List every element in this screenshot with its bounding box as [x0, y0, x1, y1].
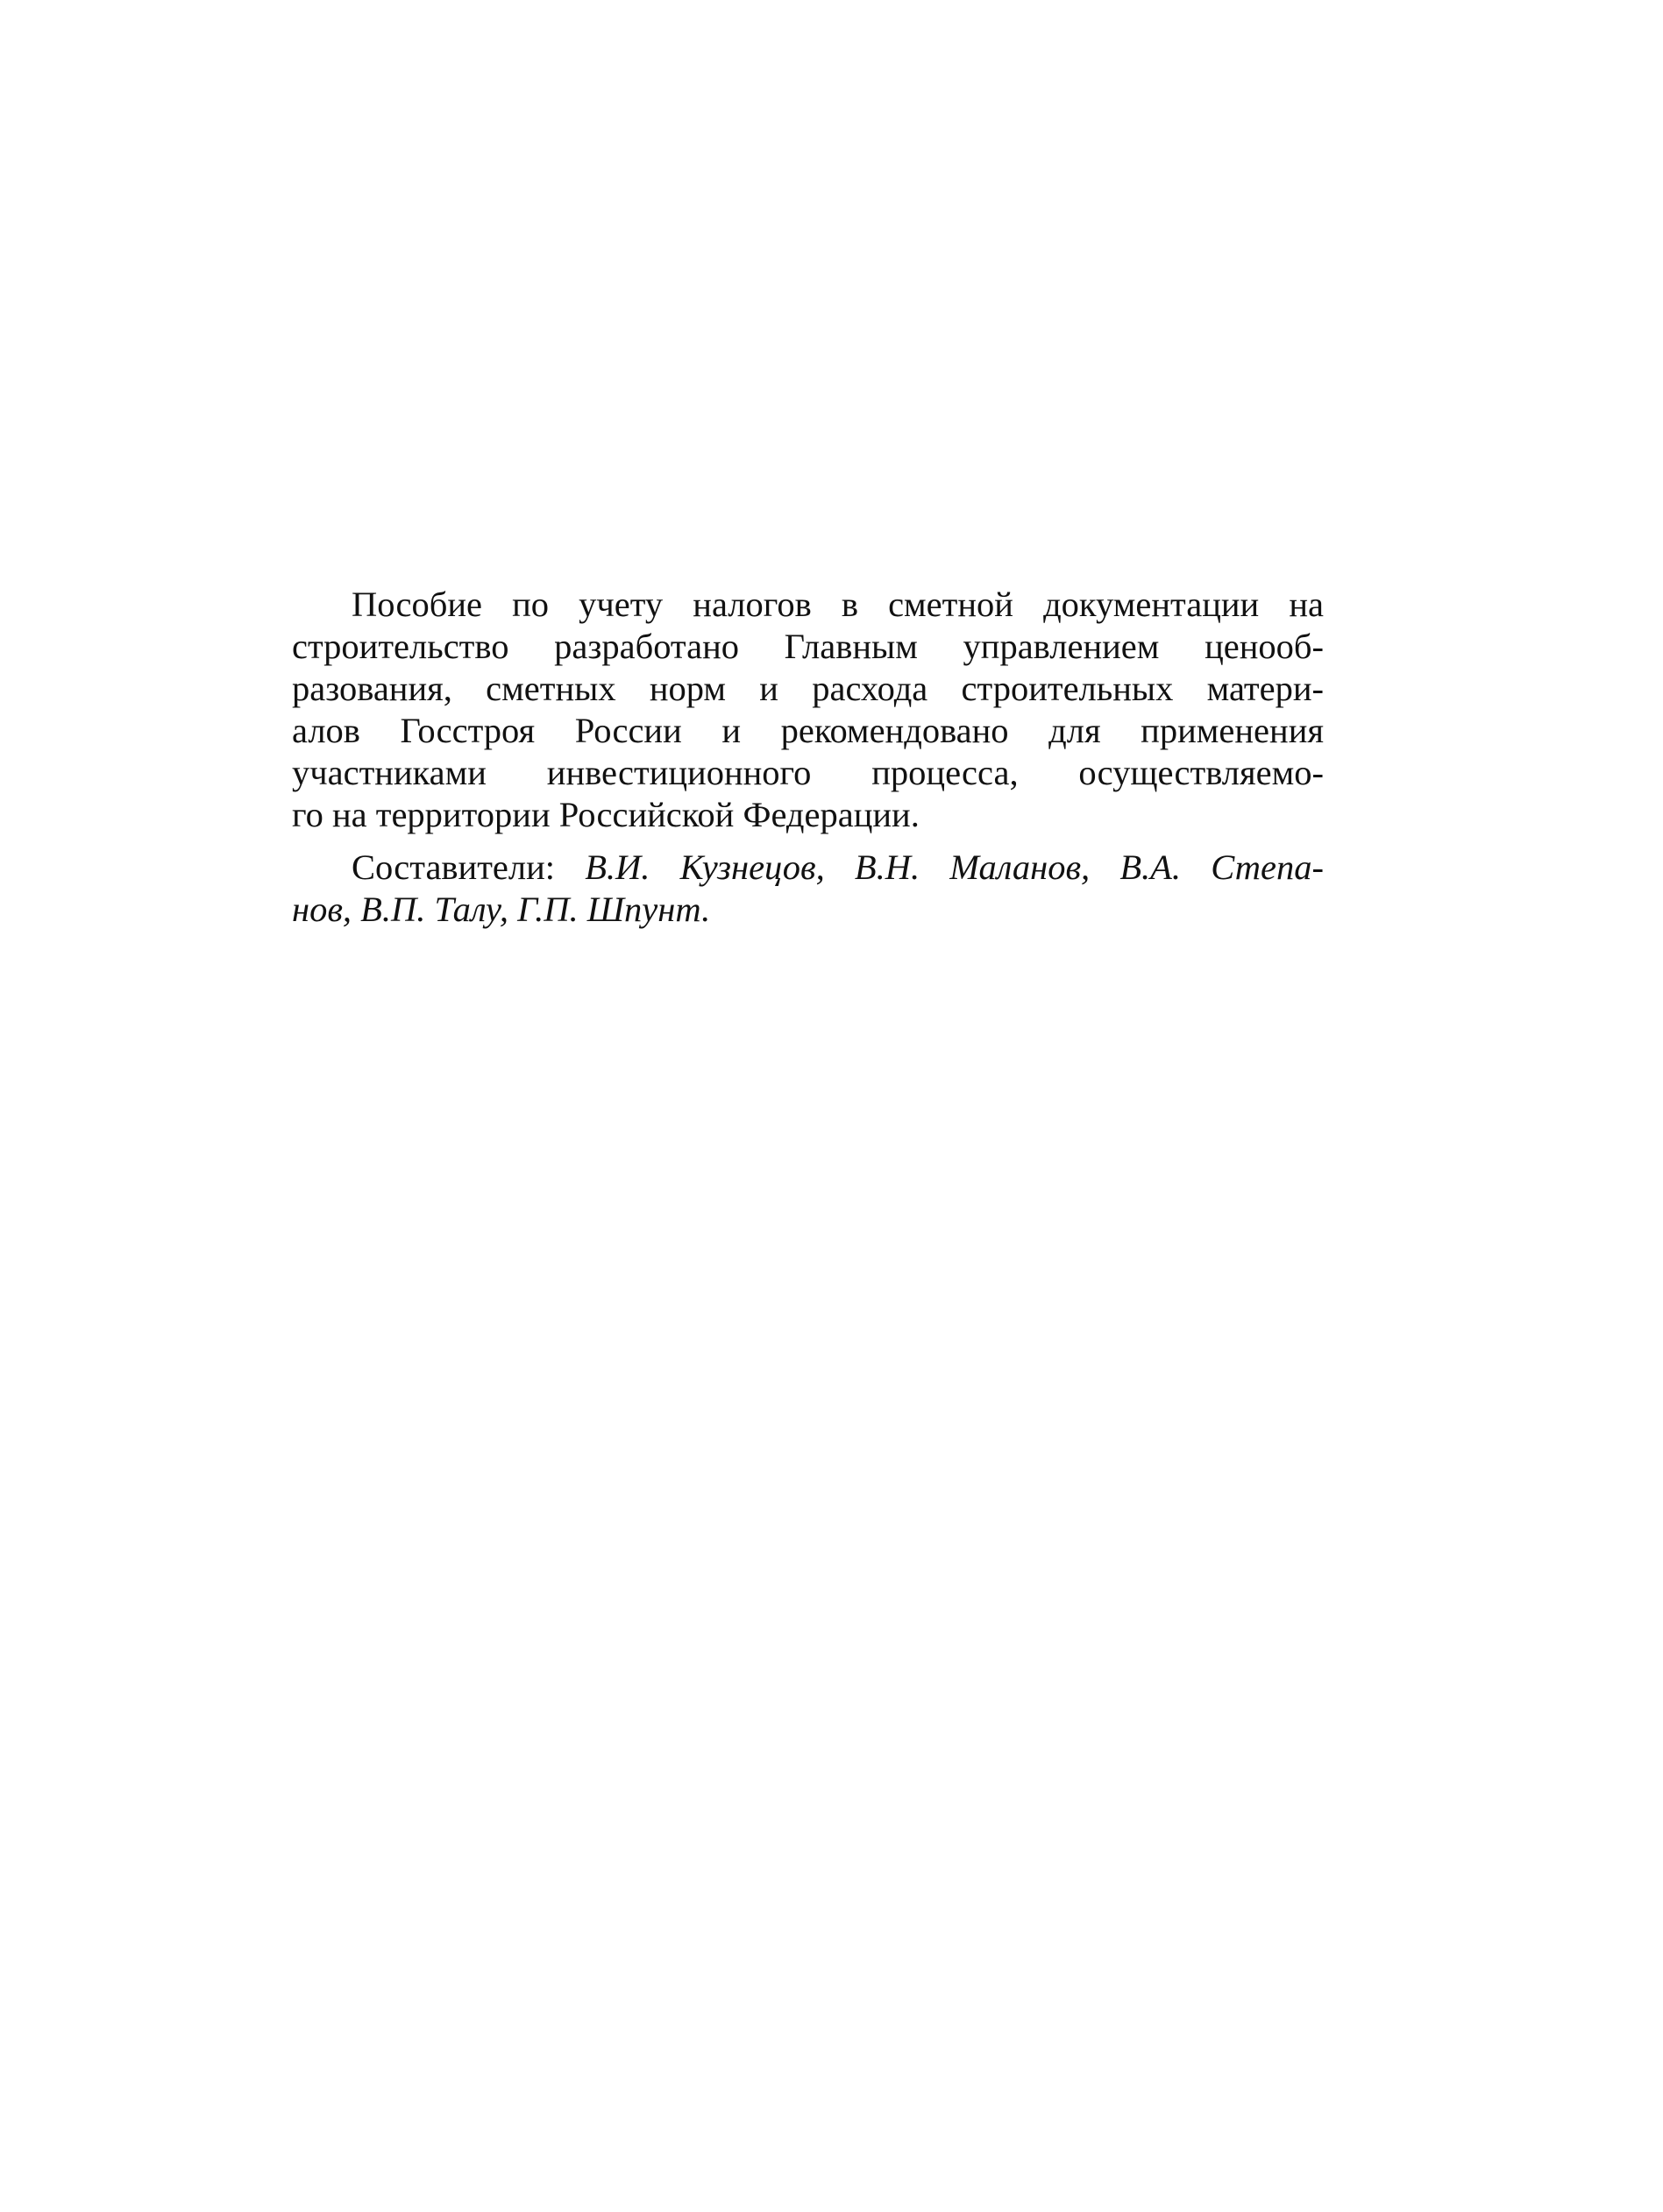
text-block: [292, 584, 1324, 931]
compilers-names: нов, В.П. Талу, Г.П. Шпунт.: [292, 890, 711, 929]
description-line: строительство разработано Главным управлением ценооб-: [292, 627, 1324, 666]
description-paragraph: [292, 584, 1324, 836]
description-line: го на территории Российской Федерации.: [292, 795, 920, 834]
compilers-line: [292, 847, 1324, 889]
compilers-names: В.И. Кузнецов, В.Н. Маланов, В.А. Степа-: [585, 847, 1324, 887]
compilers-paragraph: [292, 847, 1324, 931]
description-line: разования, сметных норм и расхода строительных матери-: [292, 669, 1324, 708]
description-line: алов Госстроя России и рекомендовано для применения: [292, 711, 1324, 750]
compilers-label: Составители:: [352, 847, 556, 887]
compilers-line: [292, 889, 1324, 931]
description-line: Пособие по учету налогов в сметной документации на: [352, 585, 1324, 624]
description-line: участниками инвестиционного процесса, осуществляемо-: [292, 753, 1324, 792]
